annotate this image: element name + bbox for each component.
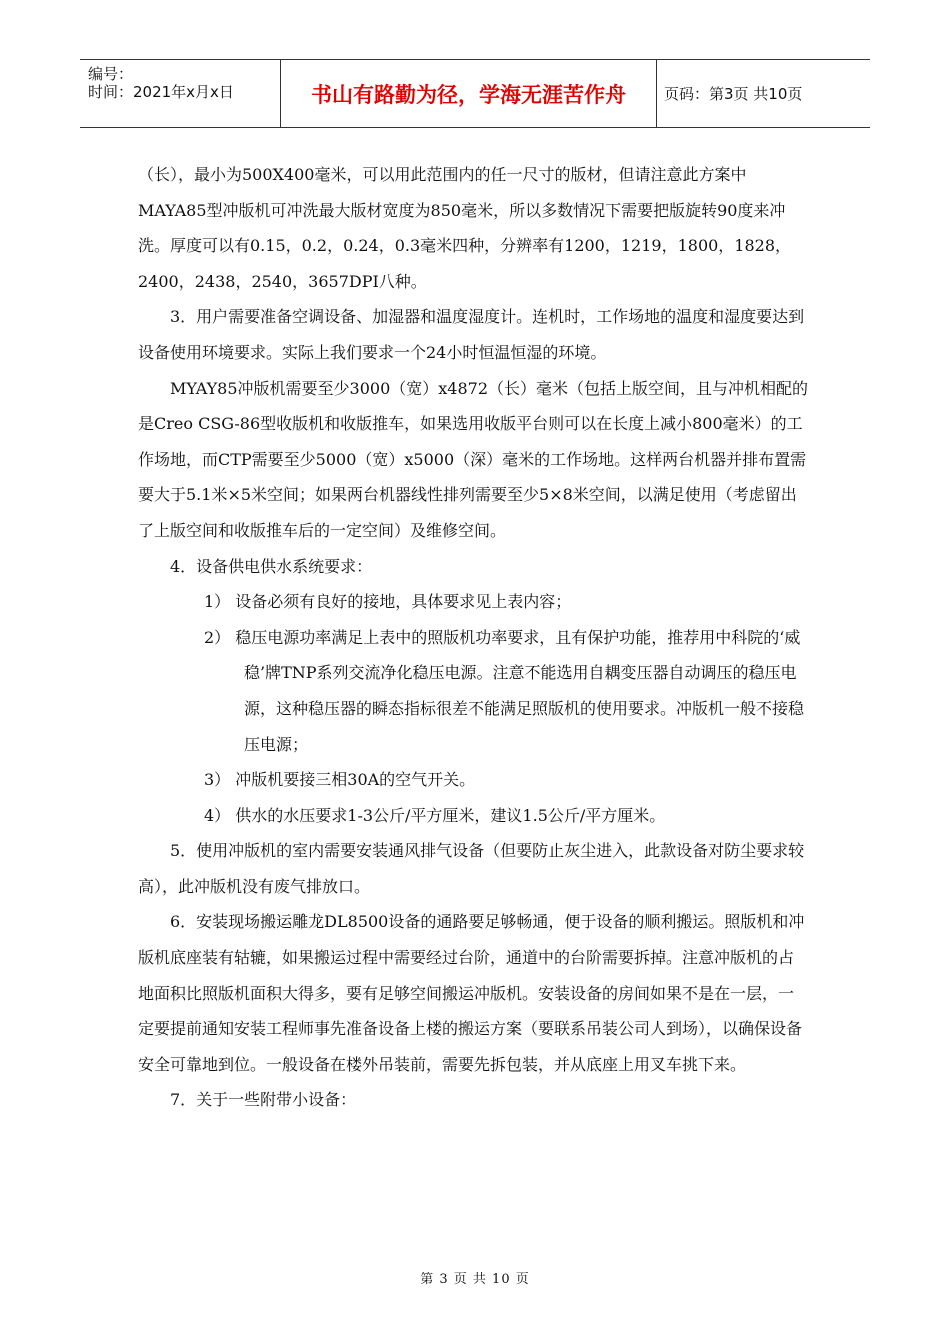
- list-item: 2） 稳压电源功率满足上表中的照版机功率要求，且有保护功能，推荐用中科院的‘威稳’牌TNP系列交流净化稳压电源。注意不能选用自耦变压器自动调压的稳压电源，这种稳压器的瞬态指标很差不能满足照版机的使用要求。冲版机一般不接稳压电源；: [204, 627, 805, 754]
- page-header: [80, 59, 870, 128]
- page-footer: 第 3 页 共 10 页: [420, 1272, 530, 1287]
- paragraph: （长），最小为500X400毫米，可以用此范围内的任一尺寸的版材，但请注意此方案中MAYA85型冲版机可冲洗最大版材宽度为850毫米，所以多数情况下需要把版旋转90度来冲洗。厚度可以有0.15，0.2，0.24，0.3毫米四种，分辨率有1200，1219，1800，1828，2400，2438，2540，3657DPI八种。: [138, 165, 792, 291]
- header-page-label: 页码：第3页 共10页: [664, 85, 803, 103]
- document-body: [138, 157, 808, 1118]
- paragraph: 4．设备供电供水系统要求：: [170, 556, 373, 576]
- header-meta: [80, 60, 280, 127]
- time-label: 时间：2021年x月x日: [88, 83, 234, 101]
- paragraph: 5．使用冲版机的室内需要安装通风排气设备（但要防止灰尘进入，此款设备对防尘要求较高），此冲版机没有废气排放口。: [138, 841, 805, 896]
- paragraph: MYAY85冲版机需要至少3000（宽）x4872（长）毫米（包括上版空间，且与冲机相配的是Creo CSG-86型收版机和收版推车，如果选用收版平台则可以在长度上减小800毫米）的工作场地，而CTP需要至少5000（宽）x5000（深）毫米的工作场地。这样两台机器并排布置需要大于5.1米×5米空间；如果两台机器线性排列需要至少5×8米空间，以满足使用（考虑留出了上版空间和收版推车后的一定空间）及维修空间。: [138, 378, 808, 540]
- paragraph: 3．用户需要准备空调设备、加湿器和温度湿度计。连机时，工作场地的温度和湿度要达到设备使用环境要求。实际上我们要求一个24小时恒温恒湿的环境。: [138, 307, 805, 362]
- list-item: 4） 供水的水压要求1-3公斤/平方厘米，建议1.5公斤/平方厘米。: [204, 805, 666, 825]
- list-item: 3） 冲版机要接三相30A的空气开关。: [204, 770, 476, 790]
- list-item: 1） 设备必须有良好的接地，具体要求见上表内容；: [204, 592, 572, 612]
- serial-label: 编号：: [88, 65, 134, 83]
- paragraph: 7．关于一些附带小设备：: [170, 1090, 357, 1110]
- paragraph: 6．安装现场搬运雕龙DL8500设备的通路要足够畅通，便于设备的顺利搬运。照版机和冲版机底座装有轱辘，如果搬运过程中需要经过台阶，通道中的台阶需要拆掉。注意冲版机的占地面积比照版机面积大得多，要有足够空间搬运冲版机。安装设备的房间如果不是在一层，一定要提前通知安装工程师事先准备设备上楼的搬运方案（要联系吊装公司人到场），以确保设备安全可靠地到位。一般设备在楼外吊装前，需要先拆包装，并从底座上用叉车挑下来。: [138, 912, 805, 1074]
- header-motto: 书山有路勤为径，学海无涯苦作舟: [280, 60, 657, 127]
